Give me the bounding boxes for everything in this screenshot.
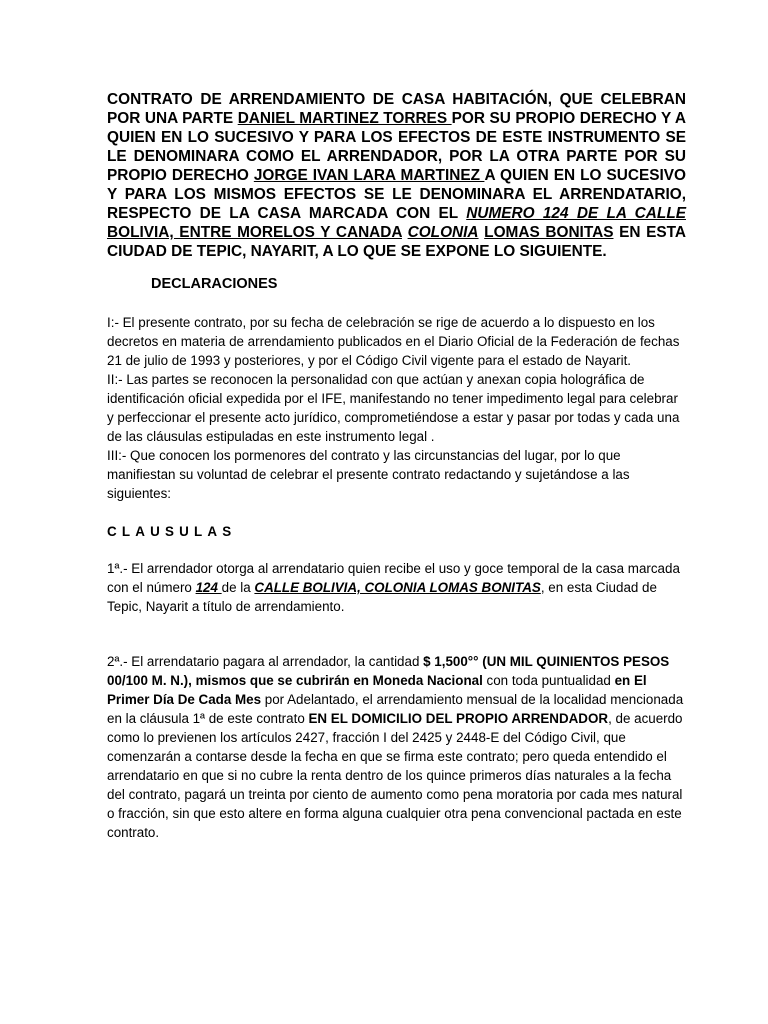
clausula-1-number: 124 (195, 580, 222, 595)
clausula-2-amount: $ 1,500°° (UN MIL QUINIENTOS PESOS 00/100 M. N.), mismos que se cubrirán en Moneda Nacional (107, 654, 670, 688)
declaracion-ii: II:- Las partes se reconocen la personalidad con que actúan y anexan copia holográfica de identificación oficial expedida por el IFE, manifestando no tener impedimento legal para celebrar y perfeccionar el presente acto jurídico, comprometiéndose a estar y pasar por todas y cada una de las cláusulas estipuladas en este instrumento legal . (107, 372, 680, 444)
clausulas-heading: CLAUSULAS (107, 524, 237, 539)
title-text: CONTRATO DE ARRENDAMIENTO DE CASA HABITACIÓN, QUE CELEBRAN POR UNA PARTE (107, 91, 686, 127)
property-street: BOLIVIA, ENTRE MORELOS Y CANADA (107, 224, 402, 241)
declaracion-i: I:- El presente contrato, por su fecha de celebración se rige de acuerdo a lo dispuesto en los decretos en materia de arrendamiento publicados en el Diario Oficial de la Federación de fechas 21 de julio de 1993 y posteriores, y por el Código Civil vigente para el estado de Nayarit. (107, 315, 680, 368)
arrendatario-name: JORGE IVAN LARA MARTINEZ (253, 167, 485, 184)
declaracion-iii: III:- Que conocen los pormenores del contrato y las circunstancias del lugar, por lo que manifiestan su voluntad de celebrar el presente contrato redactando y sujetándose a las siguientes: (107, 448, 630, 501)
clausula-2: 2ª.- El arrendatario pagara al arrendador, la cantidad $ 1,500°° (UN MIL QUINIENTOS PESOS 00/100 M. N.), mismos que se cubrirán en Moneda Nacional con toda puntualidad en El Primer Día De Cada Mes por Adelantado, el arrendamiento mensual de la localidad mencionada en la cláusula 1ª de este contrato EN EL DOMICILIO DEL PROPIO ARRENDADOR, de acuerdo como lo previenen los artículos 2427, fracción I del 2425 y 2448-E del Código Civil, que comenzarán a contarse desde la fecha en que se firma este contrato; pero queda entendido el arrendatario en que si no cubre la renta dentro de los quince primeros días naturales a la fecha del contrato, pagará un treinta por ciento de aumento como pena moratoria por cada mes natural o fracción, sin que esto altere en forma alguna cualquier otra pena convencional pactada en este contrato. (107, 654, 684, 840)
colonia-label: COLONIA (407, 224, 479, 241)
title-text: EN ESTA CIUDAD DE TEPIC, NAYARIT, A LO QUE SE EXPONE LO SIGUIENTE. (107, 224, 686, 260)
clausula-2-due-day: en El Primer Día De Cada Mes (107, 673, 647, 707)
colonia-name: LOMAS BONITAS (484, 224, 614, 241)
arrendador-name: DANIEL MARTINEZ TORRES (237, 110, 452, 127)
title-text: POR SU PROPIO DERECHO Y A QUIEN EN LO SUCESIVO Y PARA LOS EFECTOS DE ESTE INSTRUMENTO SE LE DENOMINARA COMO EL ARRENDADOR, POR LA OTRA PARTE POR SU PROPIO DERECHO (107, 110, 686, 184)
clausula-1-street: CALLE BOLIVIA, COLONIA LOMAS BONITAS (254, 580, 541, 595)
title-text: A QUIEN EN LO SUCESIVO Y PARA LOS MISMOS EFECTOS SE LE DENOMINARA EL ARRENDATARIO, RESPECTO DE LA CASA MARCADA CON EL (107, 167, 686, 222)
declaraciones-heading: DECLARACIONES (151, 276, 278, 292)
clausula-2-payment-place: EN EL DOMICILIO DEL PROPIO ARRENDADOR (308, 711, 609, 726)
clausula-1: 1ª.- El arrendador otorga al arrendatario quien recibe el uso y goce temporal de la casa marcada con el número 124 de la CALLE BOLIVIA, COLONIA LOMAS BONITAS, en esta Ciudad de Tepic, Nayarit a título de arrendamiento. (107, 561, 680, 614)
contract-title (107, 90, 686, 261)
property-number: NUMERO 124 DE LA CALLE (466, 205, 686, 222)
